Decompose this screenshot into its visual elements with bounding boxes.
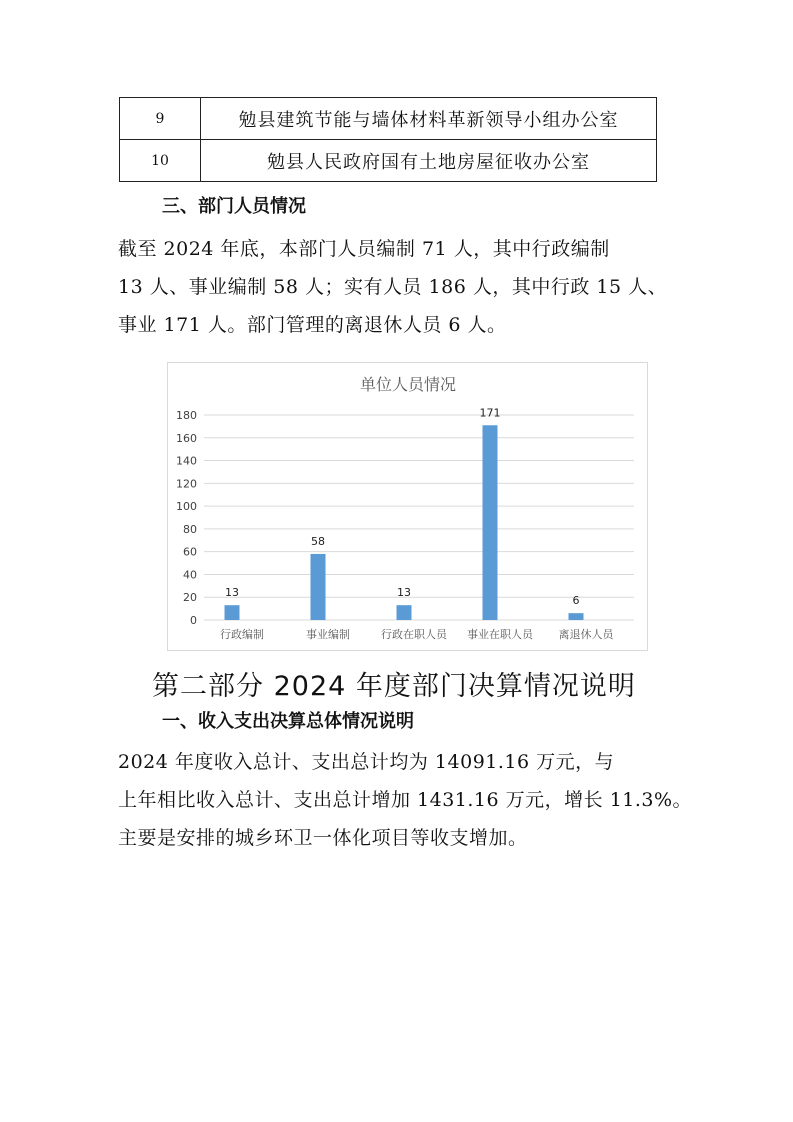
chart-bar — [225, 605, 240, 620]
chart-bar — [311, 554, 326, 620]
y-tick-label: 120 — [176, 477, 197, 491]
paragraph-line: 13 人、事业编制 58 人；实有人员 186 人，其中行政 15 人、 — [118, 276, 668, 298]
staff-chart — [167, 362, 648, 651]
data-label: 13 — [397, 586, 411, 600]
x-tick-label: 行政编制 — [220, 628, 264, 641]
data-label: 6 — [572, 594, 580, 608]
table-row — [120, 98, 657, 140]
row-number: 9 — [120, 98, 201, 140]
y-tick-label: 20 — [183, 591, 197, 605]
chart-bar — [397, 605, 412, 620]
chart-title: 单位人员情况 — [359, 375, 457, 394]
paragraph-line: 2024 年度收入总计、支出总计均为 14091.16 万元，与 — [118, 751, 615, 773]
x-tick-label: 行政在职人员 — [381, 628, 447, 641]
paragraph-line: 事业 171 人。部门管理的离退休人员 6 人。 — [118, 314, 507, 336]
x-tick-label: 事业在职人员 — [467, 628, 533, 641]
units-table — [119, 97, 657, 182]
data-label: 58 — [311, 534, 325, 548]
unit-name: 勉县人民政府国有土地房屋征收办公室 — [201, 140, 657, 182]
table-row — [120, 140, 657, 182]
y-tick-label: 140 — [176, 454, 197, 468]
data-label: 13 — [225, 586, 239, 600]
y-tick-label: 180 — [176, 409, 197, 422]
paragraph-line: 主要是安排的城乡环卫一体化项目等收支增加。 — [118, 827, 528, 849]
chart-bar — [569, 613, 584, 620]
y-tick-label: 60 — [183, 545, 197, 559]
y-tick-label: 160 — [176, 431, 197, 445]
unit-name: 勉县建筑节能与墙体材料革新领导小组办公室 — [201, 98, 657, 140]
paragraph-line: 上年相比收入总计、支出总计增加 1431.16 万元，增长 11.3%。 — [118, 789, 693, 811]
budget-paragraph — [118, 743, 693, 857]
section-heading-staff: 三、部门人员情况 — [162, 196, 306, 217]
section-heading-budget: 一、收入支出决算总体情况说明 — [162, 711, 414, 732]
part-heading: 第二部分 2024 年度部门决算情况说明 — [152, 671, 636, 702]
x-tick-label: 离退休人员 — [558, 628, 614, 641]
data-label: 171 — [479, 406, 501, 420]
chart-bar — [483, 425, 498, 620]
x-tick-label: 事业编制 — [306, 628, 350, 641]
row-number: 10 — [120, 140, 201, 182]
y-tick-label: 40 — [183, 568, 197, 582]
paragraph-line: 截至 2024 年底，本部门人员编制 71 人，其中行政编制 — [118, 238, 610, 260]
y-tick-label: 100 — [176, 500, 197, 514]
y-tick-label: 80 — [183, 522, 197, 536]
y-tick-label: 0 — [190, 614, 197, 627]
chart-svg — [168, 363, 649, 652]
staff-paragraph — [118, 230, 668, 344]
